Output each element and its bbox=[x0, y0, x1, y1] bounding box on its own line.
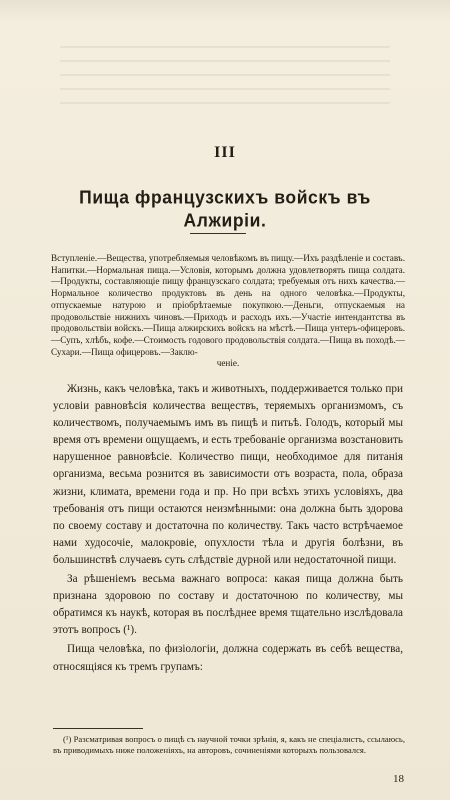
footnote-text: (¹) Разсматривая вопросъ о пищѣ съ научной точки зрѣнія, я, какъ не спеціалистъ, ссылаюсь, въ приводимыхъ ниже положеніяхъ, на авторовъ, сочиненіями которыхъ пользовался. bbox=[53, 734, 405, 756]
chapter-summary bbox=[51, 253, 405, 370]
top-shadow bbox=[0, 0, 450, 22]
paragraph-3: Пища человѣка, по физіологіи, должна содержать въ себѣ вещества, относящіяся къ тремъ групамъ: bbox=[53, 643, 403, 673]
body-text bbox=[53, 381, 403, 676]
paragraph-2: За рѣшеніемъ весьма важнаго вопроса: какая пища должна быть признана здоровою по составу и достаточною по количеству, мы обратимся къ наукѣ, которая въ послѣднее время тщательно изслѣдовала этотъ вопросъ (¹). bbox=[53, 573, 403, 637]
paragraph-1: Жизнь, какъ человѣка, такъ и животныхъ, поддерживается только при условіи равновѣсія количества веществъ, теряемыхъ организмомъ, съ количествомъ, получаемымъ имъ въ пищѣ и питьѣ. Голодъ, который мы время отъ времени ощущаемъ, и есть требованіе организма возстановить нарушенное равновѣсіе. Количество пищи, необходимое для питанія организма, весьма рознится въ зависимости отъ возраста, пола, образа жизни, климата, времени года и пр. Но при всѣхъ этихъ условіяхъ, два требованія отъ пищи остаются неизмѣнными: она должна быть здорова по своему составу и достаточна по количеству. Такъ часто встрѣчаемое нами худосочіе, малокровіе, опухлости тѣла и другія болѣзни, въ большинствѣ случаевъ суть слѣдствіе дурной или недостаточной пищи. bbox=[53, 383, 403, 566]
summary-text: Вступленіе.—Вещества, употребляемыя человѣкомъ въ пищу.—Ихъ раздѣленіе и составъ. Напитки.—Нормальная пища.—Условія, которымъ должна удовлетворять пища солдата.—Продукты, составляющіе пищу французскаго солдата; требуемыя отъ нихъ качества.—Нормальное количество продуктовъ въ день на одного человѣка.—Продукты, отпускаемые натурою и пріобрѣтаемые покупкою.—Деньги, отпускаемыя на продовольствіе нижнихъ чиновъ.—Приходъ и расходъ ихъ.—Участіе интендантства въ продовольствіи войскъ.—Пища алжирскихъ войскъ на мѣстѣ.—Пища унтеръ-офицеровъ.—Супъ, хлѣбъ, кофе.—Стоимость годового продовольствія солдата.—Пища въ походѣ.—Сухари.—Пища офицеровъ.—Заклю- bbox=[51, 253, 405, 357]
bleed-through-text bbox=[60, 46, 390, 106]
footnote-divider bbox=[53, 728, 143, 729]
chapter-title: Пища французскихъ войскъ въ Алжиріи. bbox=[79, 186, 371, 231]
footnote bbox=[53, 734, 405, 757]
summary-end: ченіе. bbox=[216, 358, 240, 369]
page-number: 18 bbox=[393, 773, 404, 785]
chapter-number: III bbox=[214, 144, 236, 161]
title-divider bbox=[190, 233, 246, 234]
